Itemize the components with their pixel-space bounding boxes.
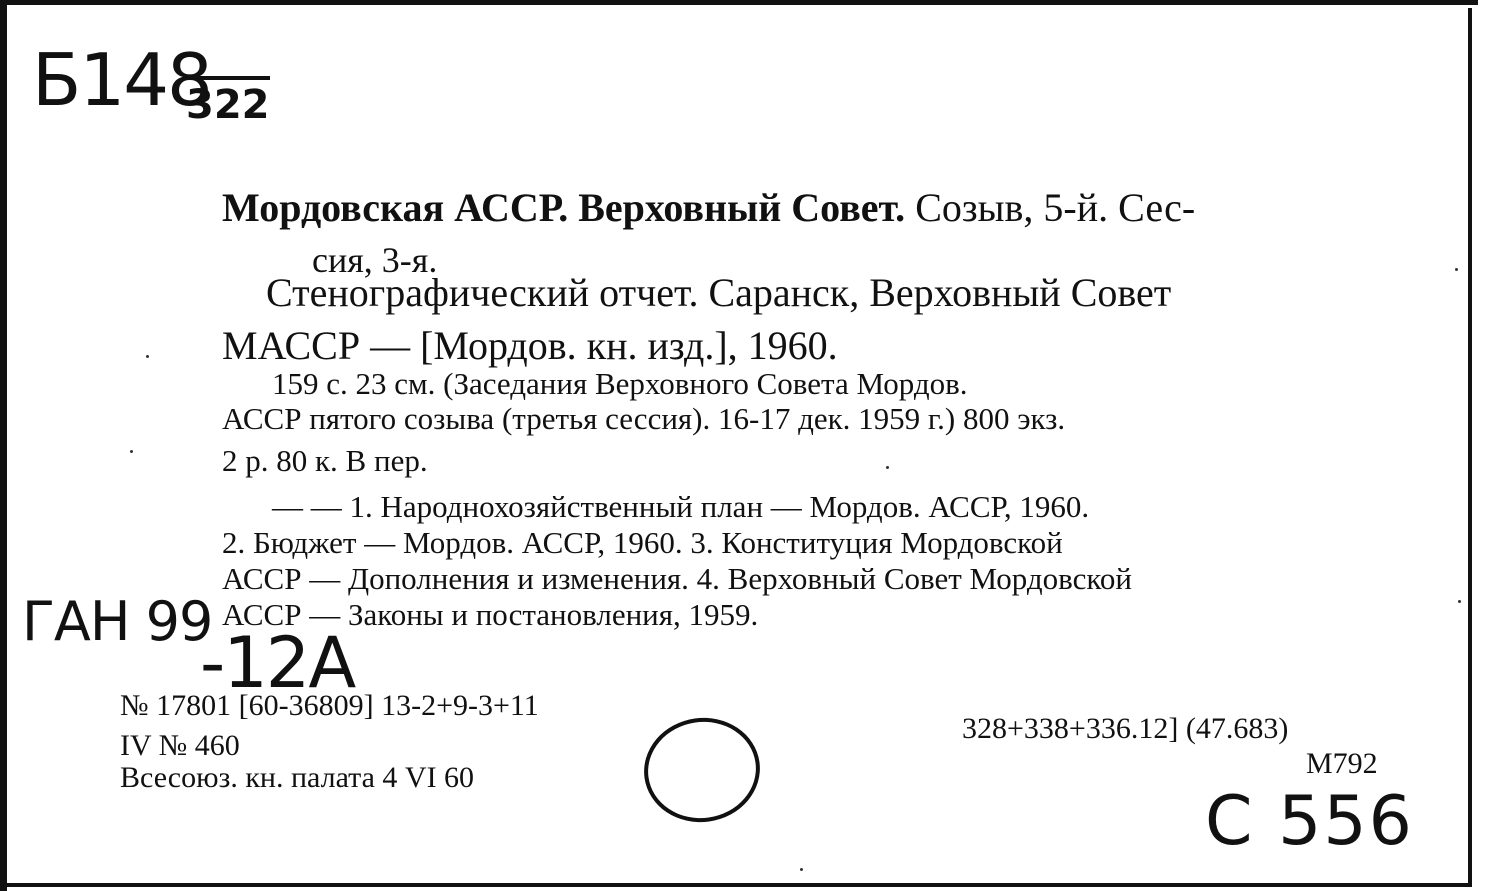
footer-chamber-line: Всесоюз. кн. палата 4 VI 60 (120, 761, 475, 794)
entry-subject-2: 2. Бюджет — Мордов. АССР, 1960. 3. Конституция Мордовской (222, 525, 1063, 560)
handwritten-call-number: С 556 (1205, 782, 1414, 861)
entry-desc-1: 159 с. 23 см. (Заседания Верховного Совета Мордов. (272, 366, 968, 401)
speck (800, 868, 803, 871)
footer-series-line: IV № 460 (120, 729, 240, 762)
card-border-right (1468, 8, 1472, 886)
entry-heading (222, 185, 1196, 230)
entry-title-line: Стенографический отчет. Саранск, Верховный Совет (266, 270, 1172, 315)
entry-subject-3: АССР — Дополнения и изменения. 4. Верховный Совет Мордовской (222, 561, 1132, 596)
handwritten-shelf-sub: 322 (186, 76, 270, 128)
entry-subject-4: АССР — Законы и постановления, 1959. (222, 597, 759, 632)
entry-publisher-line: МАССР — [Мордов. кн. изд.], 1960. (222, 323, 838, 368)
entry-heading-bold: Мордовская АССР. Верховный Совет. (222, 185, 906, 230)
entry-heading-cont: сия, 3-я. (312, 240, 438, 280)
handwritten-archive-code: ГАН 99 (22, 590, 213, 653)
handwritten-shelf-mark: Б148 (32, 38, 211, 122)
speck (1455, 268, 1458, 271)
handwritten-archive-num: -12А (200, 622, 355, 704)
speck (130, 450, 133, 453)
speck (146, 355, 149, 358)
entry-desc-3: 2 р. 80 к. В пер. (222, 443, 428, 478)
entry-subject-1: — — 1. Народнохозяйственный план — Мордов. АССР, 1960. (272, 489, 1090, 524)
card-border-left (0, 0, 7, 891)
card-border-top (0, 0, 1478, 5)
footer-number-line: № 17801 [60-36809] 13-2+9-3+11 (120, 689, 539, 722)
speck (886, 466, 889, 469)
footer-class-line: 328+338+336.12] (47.683) (962, 712, 1289, 745)
speck (1458, 600, 1461, 603)
footer-author-mark: М792 (1306, 747, 1378, 780)
stamp-circle (637, 710, 766, 829)
card-border-bottom (0, 883, 1472, 887)
entry-desc-2: АССР пятого созыва (третья сессия). 16-17 дек. 1959 г.) 800 экз. (222, 401, 1066, 436)
entry-heading-rest: Созыв, 5-й. Сес- (905, 185, 1196, 230)
